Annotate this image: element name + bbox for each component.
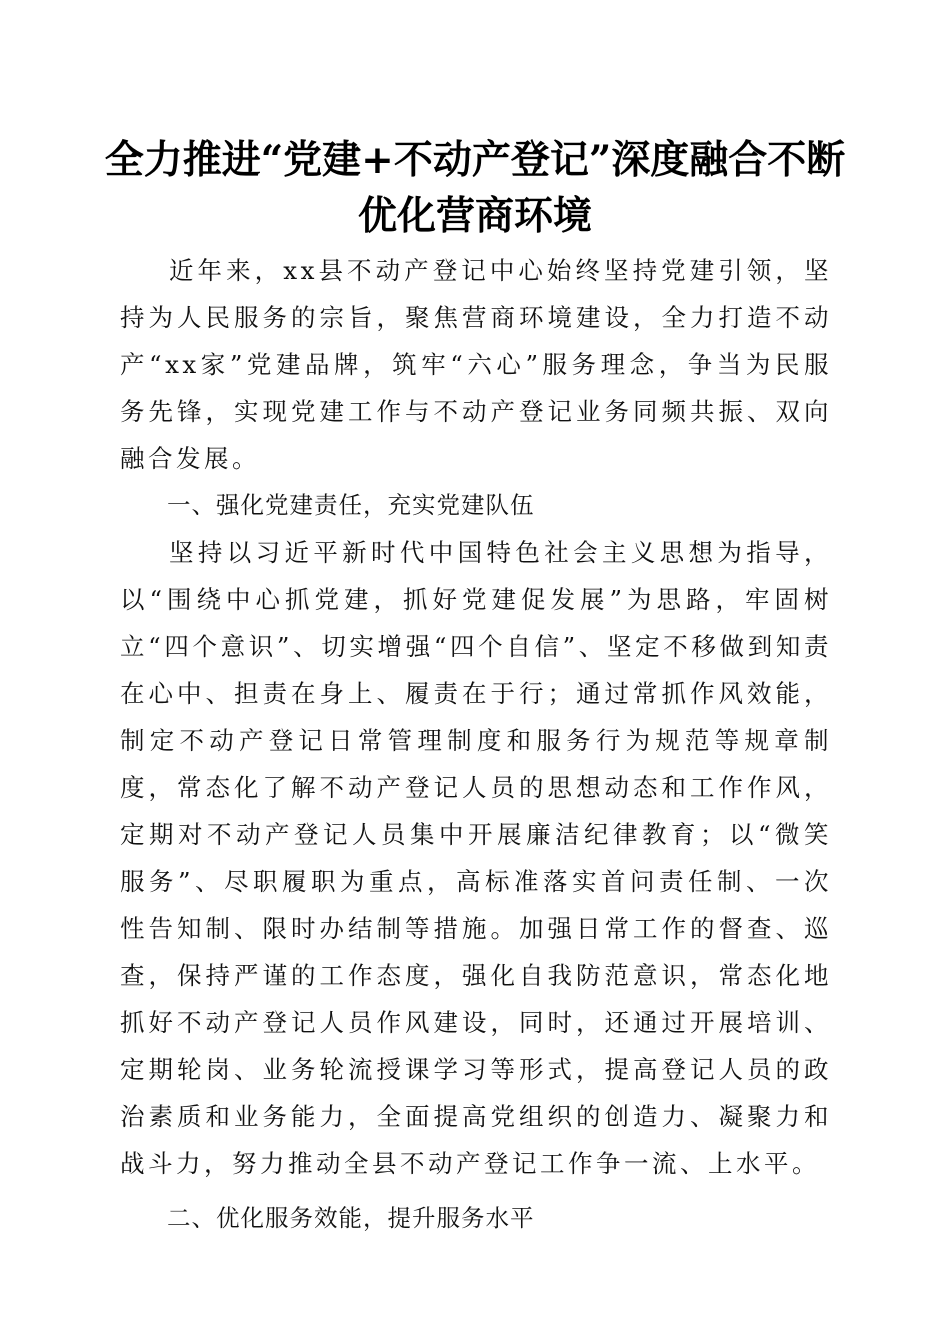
section-1-heading: 一、强化党建责任，充实党建队伍 [167, 491, 535, 519]
section-2-heading: 二、优化服务效能，提升服务水平 [167, 1204, 535, 1232]
intro-paragraph: 近年来，xx县不动产登记中心始终坚持党建引领，坚持为人民服务的宗旨，聚焦营商环境建设，全力打造不动产“xx家”党建品牌，筑牢“六心”服务理念，争当为民服务先锋，实现党建工作与不动产登记业务同频共振、双向融合发展。 [120, 256, 832, 473]
document-title [100, 132, 850, 244]
title-line-1: 全力推进“党建+不动产登记”深度融合不断 [104, 137, 846, 183]
section-1-paragraph: 坚持以习近平新时代中国特色社会主义思想为指导，以“围绕中心抓党建，抓好党建促发展”为思路，牢固树立“四个意识”、切实增强“四个自信”、坚定不移做到知责在心中、担责在身上、履责在于行；通过常抓作风效能，制定不动产登记日常管理制度和服务行为规范等规章制度，常态化了解不动产登记人员的思想动态和工作作风，定期对不动产登记人员集中开展廉洁纪律教育；以“微笑服务”、尽职履职为重点，高标准落实首问责任制、一次性告知制、限时办结制等措施。加强日常工作的督查、巡查，保持严谨的工作态度，强化自我防范意识，常态化地抓好不动产登记人员作风建设，同时，还通过开展培训、定期轮岗、业务轮流授课学习等形式，提高登记人员的政治素质和业务能力，全面提高党组织的创造力、凝聚力和战斗力，努力推动全县不动产登记工作争一流、上水平。 [120, 538, 832, 1178]
title-line-2: 优化营商环境 [357, 193, 592, 239]
document-body [120, 247, 832, 1242]
